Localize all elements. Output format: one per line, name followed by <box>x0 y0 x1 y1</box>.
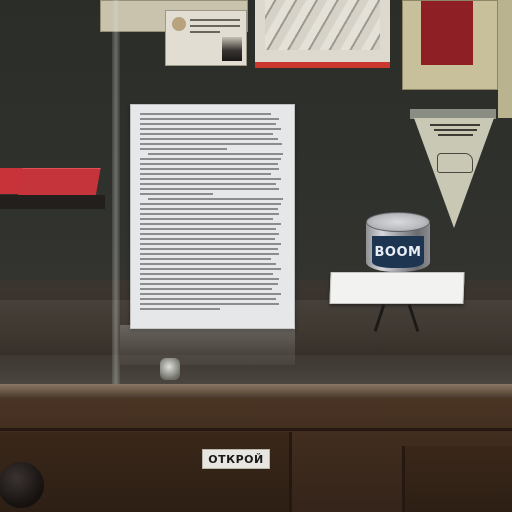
red-book-cover <box>421 1 473 65</box>
red-booklet <box>17 168 100 198</box>
pennant-vehicle-drawing <box>437 153 473 173</box>
glass-partition <box>112 0 120 390</box>
id-seal-icon <box>172 17 186 31</box>
door-knob[interactable] <box>0 462 44 508</box>
id-card <box>165 10 247 66</box>
cabinet-door-left[interactable] <box>0 432 292 512</box>
text-placard <box>130 104 295 329</box>
document-edge <box>498 0 512 118</box>
placard-reflection <box>120 325 295 365</box>
cabinet-groove <box>0 428 512 431</box>
wooden-frame-rail <box>0 384 512 398</box>
framed-red-book <box>402 0 498 90</box>
booklet-tray <box>0 195 105 209</box>
id-photo <box>222 37 242 61</box>
poster <box>255 0 390 68</box>
tin-can <box>366 212 430 272</box>
pennant-text <box>430 124 480 146</box>
id-text-line <box>190 25 240 27</box>
id-text-line <box>190 19 240 21</box>
can-lid <box>366 212 430 232</box>
open-label: ОТКРОЙ <box>202 449 270 469</box>
can-label: ВООМ <box>372 236 424 268</box>
poster-illustration <box>265 0 380 50</box>
glass-clip <box>160 358 180 380</box>
id-text-line <box>190 31 220 33</box>
caption-card <box>329 272 464 304</box>
cabinet-door-right[interactable] <box>402 446 512 512</box>
